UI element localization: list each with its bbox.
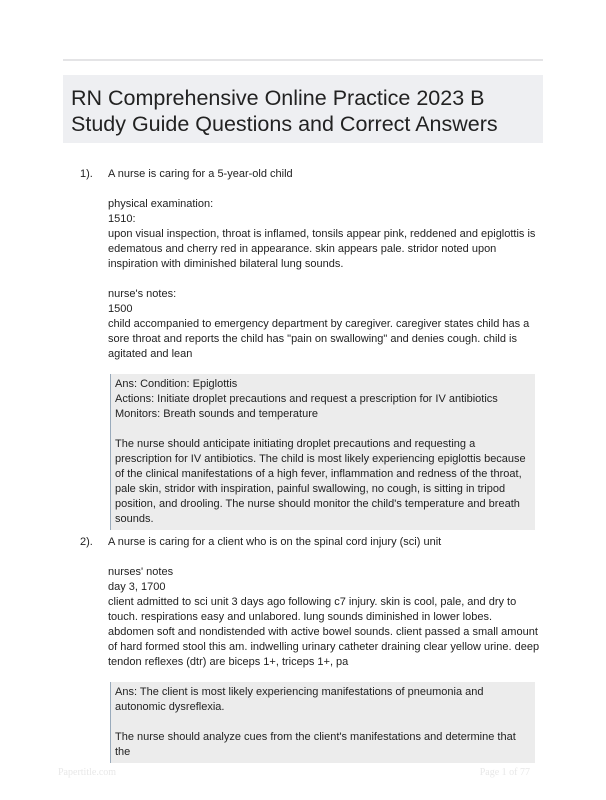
question-2	[80, 535, 540, 763]
question-text: nurses' notes day 3, 1700 client admitted to sci unit 3 days ago following c7 injury. skin is cool, pale, and dry to touch. respirations easy and unlabored. lung sounds diminished in lower lobes. abdomen soft and nondistended with active bowel sounds. client passed a small amount of hard formed stool this am. indwelling urinary catheter draining clear yellow urine. deep tendon reflexes (dtr) are biceps 1+, triceps 1+, pa	[108, 566, 540, 668]
answer-box: Ans: The client is most likely experiencing manifestations of pneumonia and autonomic dysreflexia. The nurse should analyze cues from the client's manifestations and determine that the	[110, 682, 535, 763]
page-title: RN Comprehensive Online Practice 2023 B Study Guide Questions and Correct Answers	[63, 75, 543, 143]
question-number: 2).	[80, 536, 93, 548]
footer-site: Papertitle.com	[58, 767, 117, 778]
divider	[63, 59, 543, 61]
question-text: nurse's notes: 1500 child accompanied to emergency department by caregiver. caregiver states child has a sore throat and reports the child has "pain on swallowing" and denies cough. child is agitated and lean	[108, 288, 530, 360]
answer-box: Ans: Condition: Epiglottis Actions: Initiate droplet precautions and request a prescription for IV antibiotics Monitors: Breath sounds and temperature The nurse should anticipate initiating droplet precautions and requesting a prescription for IV antibiotics. The child is most likely experiencing epiglottis because of the clinical manifestations of a high fever, inflammation and redness of the throat, pale skin, stridor with inspiration, painful swallowing, no cough, is sitting in tripod position, and drooling. The nurse should monitor the child's temperature and breath sounds.	[110, 374, 535, 530]
footer-page-number: Page 1 of 77	[479, 767, 530, 778]
question-1	[80, 167, 540, 530]
question-text: A nurse is caring for a client who is on the spinal cord injury (sci) unit	[108, 536, 442, 548]
question-text: A nurse is caring for a 5-year-old child	[108, 168, 293, 180]
question-text: physical examination: 1510: upon visual inspection, throat is inflamed, tonsils appear pink, reddened and epiglottis is edematous and cherry red in appearance. skin appears pale. stridor noted upon inspiration with diminished bilateral lung sounds.	[108, 198, 536, 270]
question-number: 1).	[80, 168, 93, 180]
